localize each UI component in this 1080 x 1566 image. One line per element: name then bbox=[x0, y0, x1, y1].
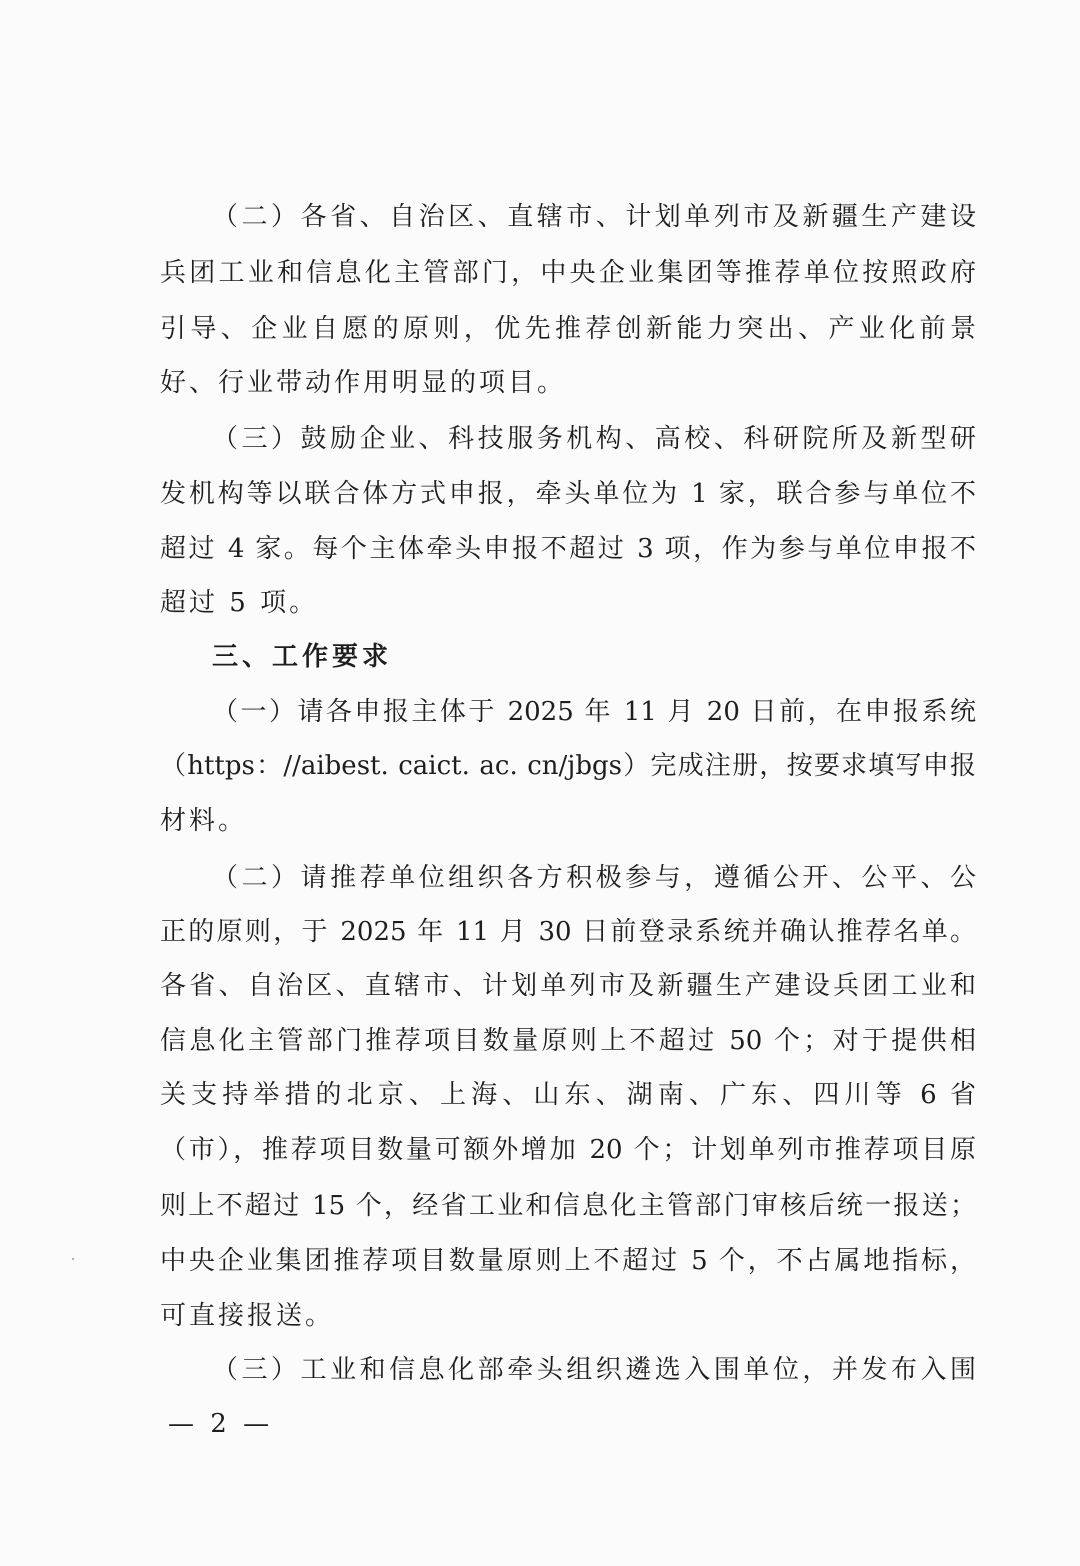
page-number: — 2 — bbox=[168, 1409, 274, 1439]
text-line: （一）请各申报主体于 2025 年 11 月 20 日前，在申报系统 bbox=[212, 697, 976, 727]
text-line: （二）各省、自治区、直辖市、计划单列市及新疆生产建设 bbox=[212, 202, 976, 232]
scan-speck bbox=[72, 1258, 74, 1260]
text-line: 关支持举措的北京、上海、山东、湖南、广东、四川等 6 省 bbox=[160, 1080, 976, 1110]
text-line: （三）鼓励企业、科技服务机构、高校、科研院所及新型研 bbox=[212, 424, 976, 454]
text-line: 信息化主管部门推荐项目数量原则上不超过 50 个；对于提供相 bbox=[160, 1026, 976, 1056]
text-line: （二）请推荐单位组织各方积极参与，遵循公开、公平、公 bbox=[212, 863, 976, 893]
text-line: 中央企业集团推荐项目数量原则上不超过 5 个，不占属地指标， bbox=[160, 1246, 976, 1276]
text-line: 超过 4 家。每个主体牵头申报不超过 3 项，作为参与单位申报不 bbox=[160, 534, 976, 564]
text-line: 好、行业带动作用明显的项目。 bbox=[160, 368, 567, 398]
text-line: （市），推荐项目数量可额外增加 20 个；计划单列市推荐项目原 bbox=[160, 1135, 976, 1165]
text-line: 各省、自治区、直辖市、计划单列市及新疆生产建设兵团工业和 bbox=[160, 971, 976, 1001]
text-line: 正的原则，于 2025 年 11 月 30 日前登录系统并确认推荐名单。 bbox=[160, 917, 976, 947]
text-line: 引导、企业自愿的原则，优先推荐创新能力突出、产业化前景 bbox=[160, 314, 976, 344]
text-line: 则上不超过 15 个，经省工业和信息化主管部门审核后统一报送； bbox=[160, 1191, 976, 1221]
text-line: 材料。 bbox=[160, 806, 248, 836]
text-line: 可直接报送。 bbox=[160, 1301, 335, 1331]
text-line: （https：//aibest. caict. ac. cn/jbgs）完成注册，按要求填写申报 bbox=[160, 751, 976, 781]
text-line: （三）工业和信息化部牵头组织遴选入围单位，并发布入围 bbox=[212, 1355, 976, 1385]
section-heading: 三、工作要求 bbox=[212, 642, 393, 672]
text-line: 兵团工业和信息化主管部门，中央企业集团等推荐单位按照政府 bbox=[160, 258, 976, 288]
text-line: 发机构等以联合体方式申报，牵头单位为 1 家，联合参与单位不 bbox=[160, 479, 976, 509]
text-line: 超过 5 项。 bbox=[160, 588, 319, 618]
